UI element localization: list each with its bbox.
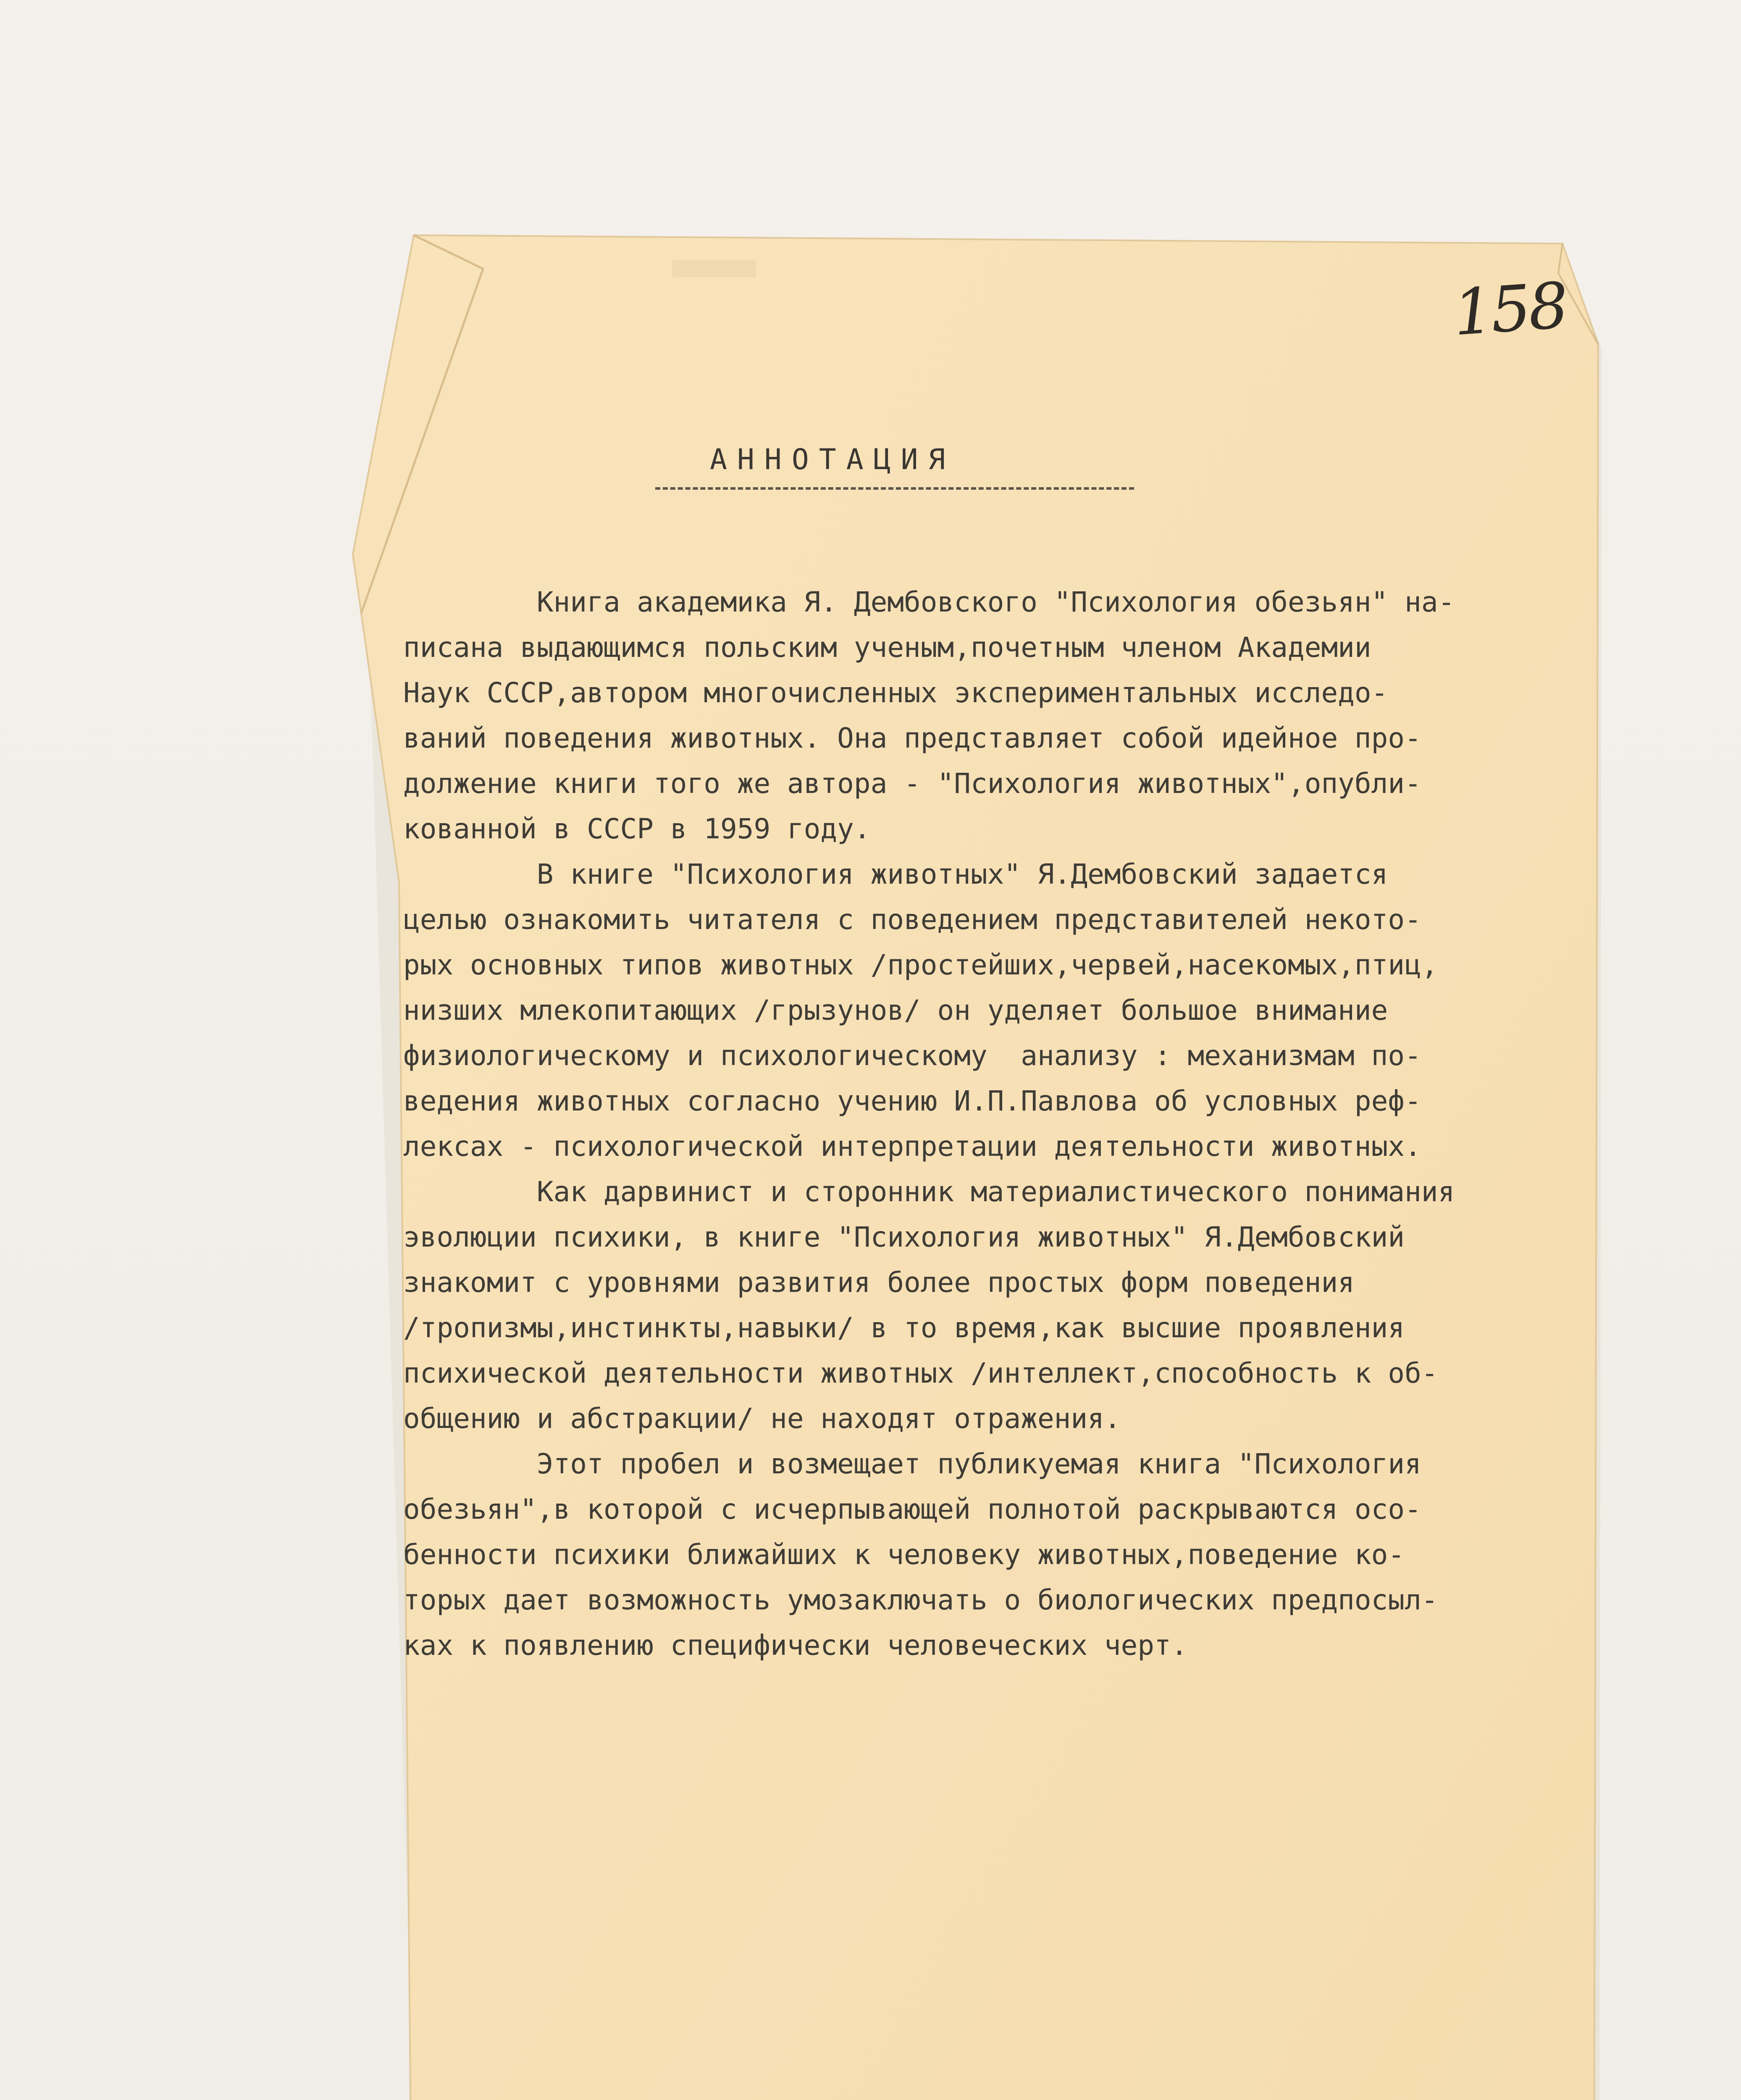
text-line: целью ознакомить читателя с поведением представителей некото- xyxy=(403,903,1421,936)
text-line: физиологическому и психологическому анализу : механизмам по- xyxy=(403,1040,1421,1072)
text-line: эволюции психики, в книге "Психология животных" Я.Дембовский xyxy=(403,1221,1405,1253)
text-line: психической деятельности животных /интеллект,способность к об- xyxy=(403,1357,1438,1389)
text-line: торых дает возможность умозаключать о биологических предпосыл- xyxy=(403,1584,1438,1616)
page-number: 158 xyxy=(1451,269,1569,350)
text-line: должение книги того же автора - "Психология животных",опубли- xyxy=(403,767,1421,800)
text-line: ведения животных согласно учению И.П.Павлова об условных реф- xyxy=(403,1085,1421,1117)
text-line: лексах - психологической интерпретации деятельности животных. xyxy=(403,1130,1421,1163)
text-line: знакомит с уровнями развития более простых форм поведения xyxy=(403,1266,1355,1299)
text-line: Как дарвинист и сторонник материалистического понимания xyxy=(403,1176,1455,1208)
text-line: общению и абстракции/ не находят отражения. xyxy=(403,1402,1121,1435)
text-line: обезьян",в которой с исчерпывающей полнотой раскрываются осо- xyxy=(403,1493,1421,1525)
text-line: В книге "Психология животных" Я.Дембовский задается xyxy=(403,858,1388,890)
text-line: Книга академика Я. Дембовского "Психология обезьян" на- xyxy=(403,586,1455,618)
document-title: АННОТАЦИЯ xyxy=(710,443,956,476)
paper-stain xyxy=(672,260,756,277)
text-line: кованной в СССР в 1959 году. xyxy=(403,813,871,845)
text-line: бенности психики ближайших к человеку животных,поведение ко- xyxy=(403,1538,1405,1571)
text-line: рых основных типов животных /простейших,червей,насекомых,птиц, xyxy=(403,949,1438,981)
text-line: Наук СССР,автором многочисленных экспериментальных исследо- xyxy=(403,677,1388,709)
title-underline xyxy=(655,487,1134,490)
text-line: ках к появлению специфически человеческих черт. xyxy=(403,1629,1188,1662)
body-text xyxy=(403,580,1579,1668)
text-line: низших млекопитающих /грызунов/ он уделяет большое внимание xyxy=(403,994,1388,1026)
text-line: ваний поведения животных. Она представляет собой идейное про- xyxy=(403,722,1421,754)
text-line: писана выдающимся польским ученым,почетным членом Академии xyxy=(403,631,1371,664)
text-line: Этот пробел и возмещает публикуемая книга "Психология xyxy=(403,1448,1421,1480)
text-line: /тропизмы,инстинкты,навыки/ в то время,как высшие проявления xyxy=(403,1312,1405,1344)
